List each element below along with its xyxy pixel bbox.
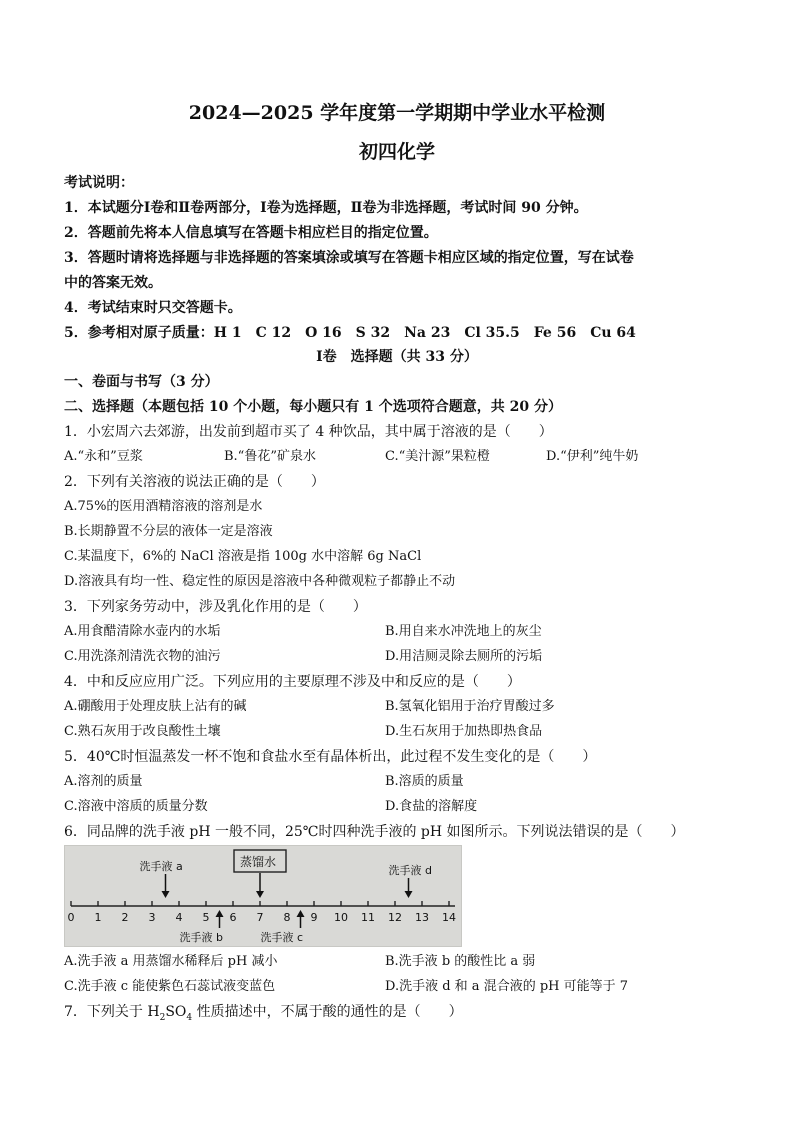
ph-tick-label: 12 (388, 911, 402, 924)
instruction-item: 5．参考相对原子质量：H 1 C 12 O 16 S 32 Na 23 Cl 35.5 Fe 56 Cu 64 (64, 325, 636, 341)
option-d: D.食盐的溶解度 (385, 799, 478, 814)
instruction-item: 4．考试结束时只交答题卡。 (64, 300, 242, 316)
ph-tick-label: 8 (283, 911, 291, 924)
ph-scale-svg (65, 846, 461, 946)
stem-text: 性质描述中，不属于酸的通性的是（ ） (192, 1004, 463, 1020)
stem-text: SO (165, 1004, 187, 1020)
subscript: 2 (159, 1012, 166, 1023)
ph-tick-label: 14 (442, 911, 456, 924)
instruction-item: 2．答题前先将本人信息填写在答题卡相应栏目的指定位置。 (64, 225, 438, 241)
exam-title: 2024—2025 学年度第一学期期中学业水平检测 (188, 102, 606, 124)
label-handwash-c: 洗手液 c (260, 931, 304, 944)
option-c: C.溶液中溶质的质量分数 (64, 799, 208, 814)
option-c: C.用洗涤剂清洗衣物的油污 (64, 649, 221, 664)
option-d: D.生石灰用于加热即热食品 (385, 724, 543, 739)
option-c: C.某温度下，6%的 NaCl 溶液是指 100g 水中溶解 6g NaCl (64, 549, 422, 564)
question-stem: 4．中和反应应用广泛。下列应用的主要原理不涉及中和反应的是（ ） (64, 674, 521, 690)
ph-tick-label: 4 (175, 911, 183, 924)
question-stem: 1．小宏周六去郊游，出发前到超市买了 4 种饮品，其中属于溶液的是（ ） (64, 424, 553, 440)
option-a: A.用食醋清除水壶内的水垢 (64, 624, 221, 639)
ph-tick-label: 9 (310, 911, 318, 924)
ph-tick-label: 0 (67, 911, 75, 924)
option-b: B.洗手液 b 的酸性比 a 弱 (385, 954, 536, 969)
option-b: B.溶质的质量 (385, 774, 464, 789)
arrow-down-icon (405, 878, 413, 898)
arrow-down-icon (162, 874, 170, 898)
option-d: D.洗手液 d 和 a 混合液的 pH 可能等于 7 (385, 979, 629, 994)
section-title: Ⅰ卷 选择题（共 33 分） (316, 349, 478, 365)
ph-tick-label: 2 (121, 911, 129, 924)
option-a: A.洗手液 a 用蒸馏水稀释后 pH 减小 (64, 954, 278, 969)
question-stem (64, 1003, 734, 1027)
option-c: C.熟石灰用于改良酸性土壤 (64, 724, 221, 739)
ph-tick-label: 5 (202, 911, 210, 924)
option-b: B.用自来水冲洗地上的灰尘 (385, 624, 542, 639)
option-b: B.长期静置不分层的液体一定是溶液 (64, 524, 273, 539)
label-handwash-b: 洗手液 b (179, 931, 223, 944)
part-heading: 一、卷面与书写（3 分） (64, 374, 219, 390)
exam-subject: 初四化学 (358, 141, 435, 163)
ph-tick-label: 11 (361, 911, 375, 924)
question-stem: 3．下列家务劳动中，涉及乳化作用的是（ ） (64, 599, 367, 615)
ph-tick-labels (68, 911, 457, 924)
instruction-item: 1．本试题分Ⅰ卷和Ⅱ卷两部分，Ⅰ卷为选择题，Ⅱ卷为非选择题，考试时间 90 分钟。 (64, 200, 588, 216)
ph-scale-figure (64, 845, 462, 947)
instructions-heading: 考试说明： (64, 175, 134, 191)
label-handwash-a: 洗手液 a (139, 860, 183, 873)
subscript: 4 (186, 1012, 193, 1023)
option-a: A.硼酸用于处理皮肤上沾有的碱 (64, 699, 247, 714)
stem-text: 7．下列关于 H (64, 1004, 160, 1020)
ph-tick-label: 7 (256, 911, 264, 924)
arrow-up-icon (216, 910, 224, 928)
option-d: D.溶液具有均一性、稳定性的原因是溶液中各种微观粒子都静止不动 (64, 574, 456, 589)
option-a: A.溶剂的质量 (64, 774, 143, 789)
ph-tick-label: 10 (334, 911, 348, 924)
option-d: D.用洁厕灵除去厕所的污垢 (385, 649, 543, 664)
ph-tick-label: 13 (415, 911, 429, 924)
option-d: D.“伊利”纯牛奶 (546, 449, 639, 464)
label-handwash-d: 洗手液 d (388, 864, 432, 877)
ph-tick-label: 6 (229, 911, 237, 924)
ph-tick-label: 3 (148, 911, 156, 924)
question-stem: 6．同品牌的洗手液 pH 一般不同，25℃时四种洗手液的 pH 如图所示。下列说法错误的是（ ） (64, 824, 685, 840)
option-c: C.洗手液 c 能使紫色石蕊试液变蓝色 (64, 979, 276, 994)
part-heading: 二、选择题（本题包括 10 个小题，每小题只有 1 个选项符合题意，共 20 分） (64, 399, 562, 415)
instruction-item: 3．答题时请将选择题与非选择题的答案填涂或填写在答题卡相应区域的指定位置，写在试卷 (64, 250, 634, 266)
option-b: B.氢氧化铝用于治疗胃酸过多 (385, 699, 555, 714)
arrow-down-icon (256, 873, 264, 898)
label-distilled-water: 蒸馏水 (240, 855, 277, 869)
question-stem: 2．下列有关溶液的说法正确的是（ ） (64, 474, 325, 490)
instruction-item: 中的答案无效。 (64, 275, 162, 291)
option-a: A.75%的医用酒精溶液的溶剂是水 (64, 499, 263, 514)
question-stem: 5．40℃时恒温蒸发一杯不饱和食盐水至有晶体析出，此过程不发生变化的是（ ） (64, 749, 597, 765)
ph-tick-label: 1 (94, 911, 102, 924)
option-b: B.“鲁花”矿泉水 (224, 449, 316, 464)
option-a: A.“永和”豆浆 (64, 449, 143, 464)
option-c: C.“美汁源”果粒橙 (385, 449, 490, 464)
arrow-up-icon (297, 910, 305, 928)
